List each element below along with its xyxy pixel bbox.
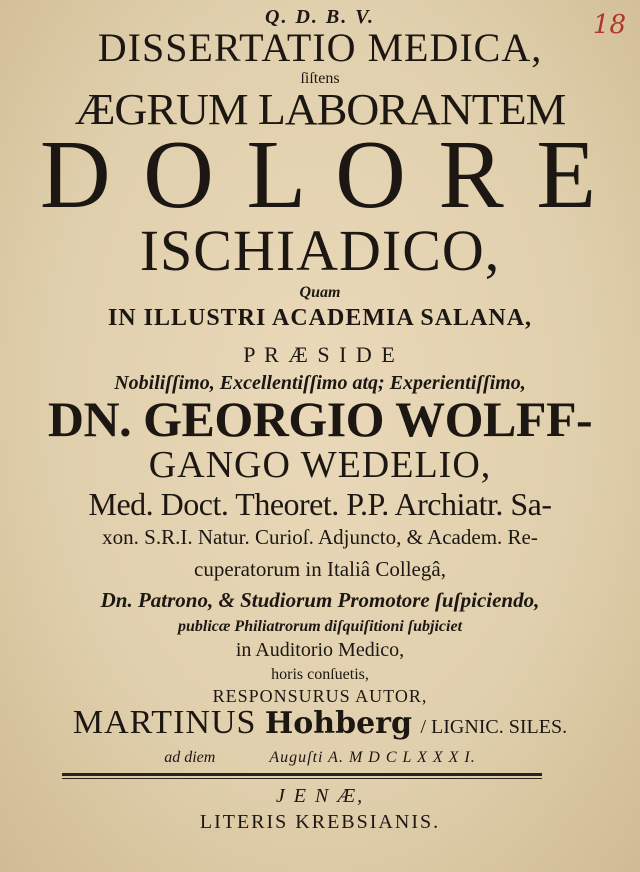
author-last-name: Hohberg	[264, 706, 412, 741]
academia: IN ILLUSTRI ACADEMIA SALANA,	[107, 305, 533, 331]
double-rule-top	[62, 773, 542, 776]
double-rule-bottom	[62, 778, 542, 779]
titles-line-2: xon. S.R.I. Natur. Curioſ. Adjuncto, & Academ. Re-	[102, 525, 538, 549]
header-letters: Q. D. B. V.	[265, 6, 375, 28]
printer: LITERIS KREBSIANIS.	[199, 811, 441, 833]
praeside: P R Æ S I D E	[243, 342, 397, 367]
patrono: Dn. Patrono, & Studiorum Promotore ſuſpiciendo,	[100, 588, 540, 612]
author-first-name: MARTINUS	[72, 704, 257, 741]
titles-line-3: cuperatorum in Italiâ Collegâ,	[194, 557, 446, 581]
praeses-line-1: DN. GEORGIO WOLFF-	[47, 391, 593, 447]
quam: Quam	[299, 284, 341, 301]
honorifics: Nobiliſſimo, Excellentiſſimo atq; Experientiſſimo,	[114, 372, 526, 394]
title-line-1: DISSERTATIO MEDICA,	[97, 25, 543, 70]
date-line	[0, 750, 640, 766]
manuscript-number: 18	[592, 10, 626, 40]
sistens: ſiſtens	[300, 70, 340, 87]
ad-diem: ad diem	[164, 749, 216, 766]
respondens: RESPONSURUS AUTOR,	[212, 686, 428, 706]
author-origin: / LIGNIC. SILES.	[420, 716, 568, 738]
title-line-2: ÆGRUM LABORANTEM	[74, 85, 566, 134]
title-line-4: ISCHIADICO,	[139, 218, 501, 283]
praeses-line-2: GANGO WEDELIO,	[148, 444, 492, 486]
author-line	[0, 706, 640, 740]
title-line-3: D O L O R E	[39, 121, 601, 229]
publicae: publicæ Philiatrorum diſquiſitioni ſubjiciet	[177, 618, 463, 635]
place: J E N Æ,	[275, 785, 365, 807]
titles-line-1: Med. Doct. Theoret. P.P. Archiatr. Sa-	[88, 486, 552, 522]
auditorio: in Auditorio Medico,	[235, 639, 405, 661]
date: Auguſti A. M D C L X X X I.	[269, 749, 476, 766]
horis: horis conſuetis,	[271, 666, 369, 683]
